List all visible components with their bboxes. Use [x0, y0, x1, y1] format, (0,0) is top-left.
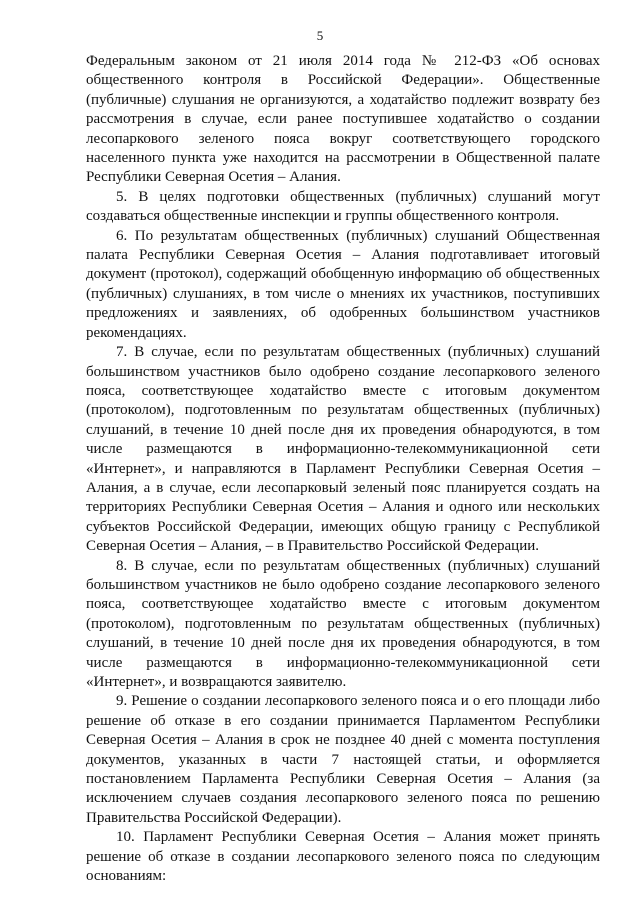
paragraph-item-9: 9. Решение о создании лесопаркового зеленого пояса и о его площади либо решение об отказе в его создании принимается Парламентом Республики Северная Осетия – Алания в срок не позднее 40 дней с момента поступления документов, указанных в части 7 настоящей статьи, и оформляется постановлением Парламента Республики Северная Осетия – Алания (за исключением случаев создания лесопаркового зеленого пояса по решению Правительства Российской Федерации). [86, 693, 600, 826]
paragraph-continuation: Федеральным законом от 21 июля 2014 года № 212-ФЗ «Об основах общественного контроля в Российской Федерации». Общественные (публичные) слушания не организуются, а ходатайство подлежит возврату без рассмотрения в случае, если ранее поступившее ходатайство о создании лесопаркового зеленого пояса вокруг соответствующего городского населенного пункта уже находится на рассмотрении в Общественной палате Республики Северная Осетия – Алания. [86, 53, 600, 186]
document-body [86, 52, 600, 886]
paragraph-item-10: 10. Парламент Республики Северная Осетия – Алания может принять решение об отказе в создании лесопаркового зеленого пояса по следующим основаниям: [86, 829, 600, 885]
paragraph-item-7: 7. В случае, если по результатам общественных (публичных) слушаний большинством участников было одобрено создание лесопаркового зеленого пояса, соответствующее ходатайство вместе с итоговым документом (протоколом), подготовленным по результатам общественных (публичных) слушаний, в течение 10 дней после дня их проведения обнародуются, в том числе размещаются в информационно-телекоммуникационной сети «Интернет», и направляются в Парламент Республики Северная Осетия – Алания, а в случае, если лесопарковый зеленый пояс планируется создать на территориях Республики Северная Осетия – Алания и одного или нескольких субъектов Российской Федерации, имеющих общую границу с Республикой Северная Осетия – Алания, – в Правительство Российской Федерации. [86, 344, 600, 555]
paragraph-item-8: 8. В случае, если по результатам общественных (публичных) слушаний большинством участников не было одобрено создание лесопаркового зеленого пояса, соответствующее ходатайство вместе с итоговым документом (протоколом), подготовленным по результатам общественных (публичных) слушаний, в течение 10 дней после дня их проведения обнародуются, в том числе размещаются в информационно-телекоммуникационной сети «Интернет», и возвращаются заявителю. [86, 557, 600, 690]
page-number: 5 [316, 28, 324, 43]
paragraph-item-6: 6. По результатам общественных (публичных) слушаний Общественная палата Республики Северная Осетия – Алания подготавливает итоговый документ (протокол), содержащий обобщенную информацию об общественных (публичных) слушаниях, в том числе о мнениях их участников, поступивших предложениях и заявлениях, об одобренных большинством участников рекомендациях. [86, 227, 600, 341]
paragraph-item-5: 5. В целях подготовки общественных (публичных) слушаний могут создаваться общественные инспекции и группы общественного контроля. [86, 188, 600, 225]
